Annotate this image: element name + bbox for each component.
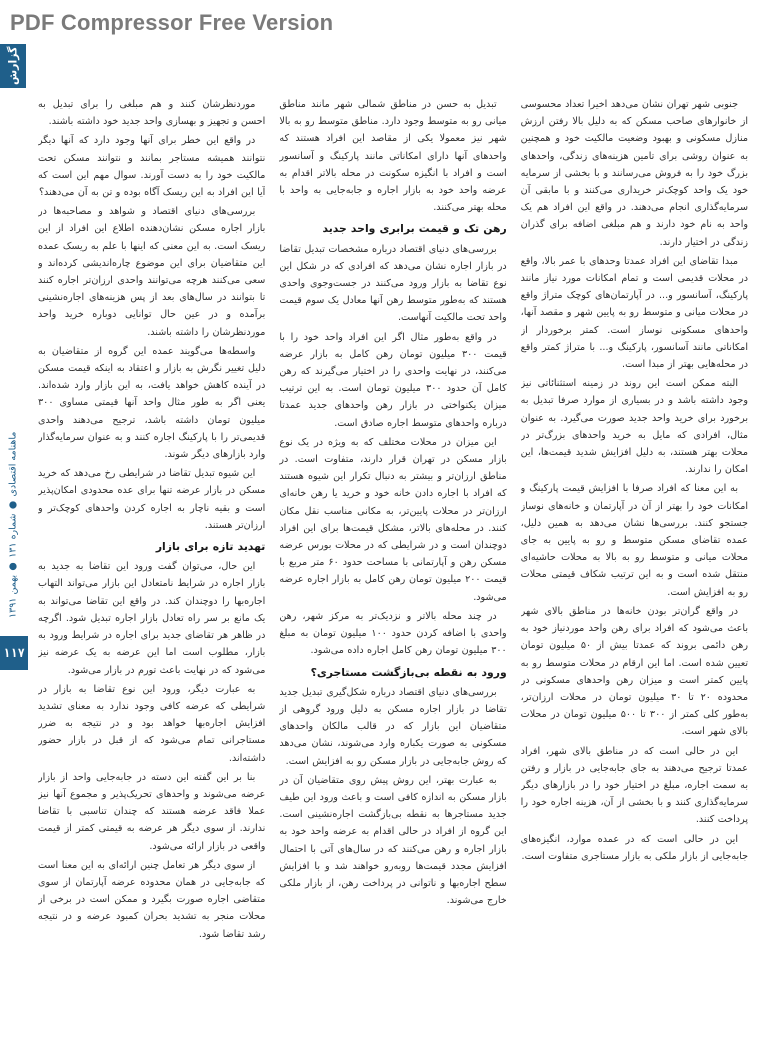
journal-issue-label: ماهنامه اقتصادی ● شماره ۱۳۱ ● بهمن ۱۳۹۱: [7, 431, 19, 619]
paragraph: این حال، می‌توان گفت ورود این تقاضا به جدید به بازار اجاره در شرایط نامتعادل این بازار می‌تواند التهاب اجاره‌بها را دوچندان کند. در واقع این تقاضا می‌تواند به یک مانع بر سر راه تعادل بازار اجاره تبدیل شود. اگرچه در ظاهر هر تقاضای جدید برای اجاره در شرایط ورود به بازار، مطلوب است اما این عرضه به یک عرضه نیز می‌شود که در نهایت باعث تورم در بازار می‌شود.: [38, 561, 266, 676]
paragraph: در واقع گران‌تر بودن خانه‌ها در مناطق بالای شهر باعث می‌شود که افراد برای رهن واحد موردنیاز خود به رهن دائمی بروند که عمدتا بیش از ۵۰ میلیون تومان تعیین شده است. اما این ارقام در محلات متوسط رو به پایین کمتر است و میزان رهن واحدهای مسکونی در محدوده ۲۰ تا ۳۰ میلیون تومان در محلات ارزان‌تر، به‌طور کلی کمتر از ۳۰۰ تا ۵۰۰ میلیون تومان در محلات بالای شهر است.: [520, 605, 748, 738]
page-number: ۱۱۷: [0, 636, 28, 670]
section-tab: [0, 44, 26, 88]
section-heading: تهدید تازه برای بازار: [155, 540, 266, 554]
section-tab-label: گزارش: [6, 46, 20, 86]
paragraph: البته ممکن است این روند در زمینه استثنائاتی نیز وجود داشته باشد و در بسیاری از موارد صرفا تبدیل به برخورد برای خرید واحد جدید صورت می‌گیرد. به عنوان مثال، افرادی که مایل به خرید واحدهای بزرگ‌تر در محلات بهتر هستند، به دلیل افزایش شدید قیمت‌ها، این امکان را ندارند.: [520, 378, 748, 476]
paragraph: به این معنا که افراد صرفا با افزایش قیمت پارکینگ و امکانات خود را بهتر از آن در آپارتمان و خانه‌های نوساز جستجو کنند. بررسی‌ها نشان می‌دهد به همین دلیل، عمده تقاضای مسکن متوسط و رو به پایین به جای محلات میانی و متوسط رو به بالا به محلات حاشیه‌ای منتقل شده است و به این ترتیب شکاف قیمتی محلات رو به افزایش است.: [520, 483, 748, 598]
paragraph: بنا بر این گفته این دسته در جابه‌جایی واحد از بازار عرضه می‌شوند و واحدهای تحریک‌پذیر و مجموع آنها نیز عملا فاقد عرضه هستند که چندان تناسبی با تقاضا ندارند. از سوی دیگر هر عرضه به قیمتی کمتر از قیمت واقعی در بازار ارائه می‌شود.: [38, 771, 266, 852]
paragraph: در چند محله بالاتر و نزدیک‌تر به مرکز شهر، رهن واحدی با اضافه کردن حدود ۱۰۰ میلیون تومان به مبلغ ۳۰۰ میلیون تومان رهن کامل اجاره داده می‌شود.: [279, 610, 507, 657]
paragraph: بررسی‌های دنیای اقتصاد درباره شکل‌گیری تبدیل جدید تقاضا در بازار اجاره مسکن به دلیل ورود گروهی از متقاضیان این بازار که در قالب مالکان واحدهای مسکونی به صورت یکباره وارد می‌شوند، نشان می‌دهد که روش جابه‌جایی در بازار مسکن رو به افزایش است.: [279, 686, 507, 767]
paragraph: به عبارت بهتر، این روش پیش روی متقاضیان آن در بازار مسکن به اندازه کافی است و باعث ورود این طیف جدید مستاجرها به نقطه بی‌بازگشت اجاره‌نشینی است. این گروه از افراد در حالی اقدام به عرضه واحد خود به بازار اجاره و رهن می‌کنند که در سال‌های آتی با احتمال افزایش مجدد قیمت‌ها روبه‌رو خواهند شد و با افزایش سطح اجاره‌بها و ناتوانی در پرداخت رهن، از بازار ملکی خارج می‌شوند.: [279, 774, 507, 907]
paragraph: در واقع به‌طور مثال اگر این افراد واحد خود را با قیمت ۳۰۰ میلیون تومان رهن کامل به بازار عرضه می‌کنند، در نهایت واحدی را در اختیار می‌گیرند که رهن کامل آن حدود ۳۰۰ میلیون تومان است. به این ترتیب میزان یکنواختی در بازار رهن واحدهای جدید عمدتا درباره واحدهای متوسط اجاره صادق است.: [279, 331, 507, 429]
paragraph: به عبارت دیگر، ورود این نوع تقاضا به بازار در شرایطی که عرضه کافی وجود ندارد به معنای تشدید افزایش اجاره‌بها خواهد بود و در نتیجه به ضرر مستاجرانی تمام می‌شود که از قبل در بازار حضور داشته‌اند.: [38, 683, 266, 764]
section-heading: ورود به نقطه بی‌بازگشت مستاجری؟: [310, 665, 507, 679]
paragraph: بررسی‌های دنیای اقتصاد درباره مشخصات تبدیل تقاضا در بازار اجاره نشان می‌دهد که افرادی که در شکل این نوع تقاضا به بازار ورود می‌کنند در جست‌وجوی واحدی هستند که به‌طور متوسط رهن آنها معادل یک سوم قیمت واحد تحت مالکیت آنهاست.: [279, 243, 507, 324]
paragraph: در واقع این خطر برای آنها وجود دارد که آنها دیگر نتوانند همیشه مستاجر بمانند و نتوانند مسکن تحت مالکیت خود را به دست آورند. سوال مهم این است که آیا این افراد به این ریسک آگاه بوده و تن به آن می‌دهند؟: [38, 135, 266, 199]
pdf-compressor-watermark: PDF Compressor Free Version: [10, 10, 334, 35]
column-middle: [279, 96, 506, 1036]
paragraph: واسطه‌ها می‌گویند عمده این گروه از متقاضیان به دلیل تغییر نگرش به بازار و اعتقاد به اینکه قیمت مسکن در آینده کاهش خواهد یافت، به این بازار وارد شده‌اند. یعنی اگر به طور مثال واحد آنها قیمتی مساوی ۳۰۰ میلیون تومان داشته باشد، ترجیح می‌دهند واحدی قدیمی‌تر را با پارکینگ اجاره کنند و به عنوان سرمایه‌گذار وارد بازارهای دیگر شوند.: [38, 345, 266, 461]
paragraph: این در حالی است که در مناطق بالای شهر، افراد عمدتا ترجیح می‌دهند به جای جابه‌جایی در بازار و رفتن به سمت اجاره، مبلغ در اختیار خود را در بازارهای دیگر سرمایه‌گذاری کنند و با بخشی از آن، هزینه اجاره خود را پرداخت کنند.: [520, 745, 748, 826]
column-right: [521, 96, 748, 1036]
paragraph: موردنظرشان کنند و هم مبلغی را برای تبدیل به احسن و تجهیز و بهسازی واحد جدید خود داشته باشند.: [38, 99, 266, 128]
section-heading: رهن تک و قیمت برابری واحد جدید: [322, 222, 507, 236]
paragraph: مبدا تقاضای این افراد عمدتا وحدهای با عمر بالا، واقع در محلات قدیمی است و تمام امکانات مورد نیاز مانند پارکینگ، آسانسور و... در آپارتمان‌های کوچک متراژ واقع در محلات میانی و متوسط رو به پایین شهر و مقصد آنها، واحدهای مسکونی نوساز است. کمتر برخوردار از امکاناتی مانند آسانسور، پارکینگ و... با متراژ کمتر واقع در محله‌هایی بهتر از مبدا است.: [520, 255, 748, 371]
column-left: [38, 96, 265, 1036]
side-strip: [0, 90, 26, 1045]
paragraph: بررسی‌های دنیای اقتصاد و شواهد و مصاحبه‌ها در بازار اجاره مسکن نشان‌دهنده اطلاع این افراد از این ریسک است. به این معنی که اینها با علم به ریسک عمده این متقاضیان برای این موضوع چاره‌اندیشی کرده‌اند و سعی می‌کنند هرچه می‌توانند واحدی ارزان‌تر اجاره کنند تا بتوانند در سال‌های بعد از پس هزینه‌های اجاره‌نشینی برآمده و در عین حال توانایی دوباره خرید واحد موردنظرشان را داشته باشند.: [38, 206, 266, 338]
paragraph: تبدیل به حسن در مناطق شمالی شهر مانند مناطق میانی رو به متوسط وجود دارد. مناطق متوسط رو به بالا شهر نیز معمولا یکی از مقاصد این افراد هستند که واحدهای آنها دارای امکاناتی مانند پارکینگ و آسانسور است و افراد با انگیزه سکونت در محله بالاتر اقدام به عرضه واحد خود به بازار اجاره و جابه‌جایی به واحد با محله بهتر می‌کنند.: [279, 99, 507, 214]
paragraph: جنوبی شهر تهران نشان می‌دهد اخیرا تعداد محسوسی از خانوارهای صاحب مسکن که به دلیل بالا رفتن ارزش منازل مسکونی و بهبود وضعیت مالکیت خود و همچنین به عنوان روشی برای تامین هزینه‌های زندگی، واحدهای بزرگ خود را به فروش می‌رسانند و با بخشی از سرمایه خود یک واحد کوچک‌تر خریداری می‌کنند و با مابقی آن سرمایه‌گذاری انجام می‌دهند. در واقع این افراد هم یک واحد به نام خود دارند و هم مبلغی اضافه برای گذران زندگی در اختیار دارند.: [520, 99, 748, 248]
paragraph: این میزان در محلات مختلف که به ویژه در یک نوع بازار مسکن در تهران قرار دارند، متفاوت است. در مناطق ارزان‌تر و بیشتر به دنبال تکرار این شیوه هستند که افراد با اجاره دادن خانه خود و خرید یا رهن خانه‌ای ارزان‌تر در محلات پایین‌تر، به مکانی مناسب نقل مکان کنند. در محله‌های بالاتر، مشکل قیمت‌ها برای این افراد دوچندان است و در شرایطی که در محلات بورس عرضه مسکن رهن و آپارتمانی با مساحت حدود ۶۰ متر مربع با قیمت ۲۰۰ میلیون تومان رهن کامل به بازار اجاره عرضه می‌شود.: [279, 436, 507, 603]
article-columns: [38, 96, 748, 1036]
paragraph: از سوی دیگر هر تعامل چنین ارائه‌ای به این معنا است که جابه‌جایی در همان محدوده عرضه آپارتمان از سوی متقاضی اجاره صورت بگیرد و ممکن است در برخی از محلات منجر به تشدید بحران کمبود عرضه و در نتیجه رشد تقاضا شود.: [38, 859, 266, 940]
paragraph: این در حالی است که در عمده موارد، انگیزه‌های جابه‌جایی از بازار ملکی به بازار مستاجری متفاوت است.: [520, 833, 748, 862]
paragraph: این شیوه تبدیل تقاضا در شرایطی رخ می‌دهد که خرید مسکن در بازار عرضه تنها برای عده محدودی امکان‌پذیر است و بقیه ناچار به اجاره کردن واحدهای کوچک‌تر و ارزان‌تر هستند.: [38, 468, 266, 531]
